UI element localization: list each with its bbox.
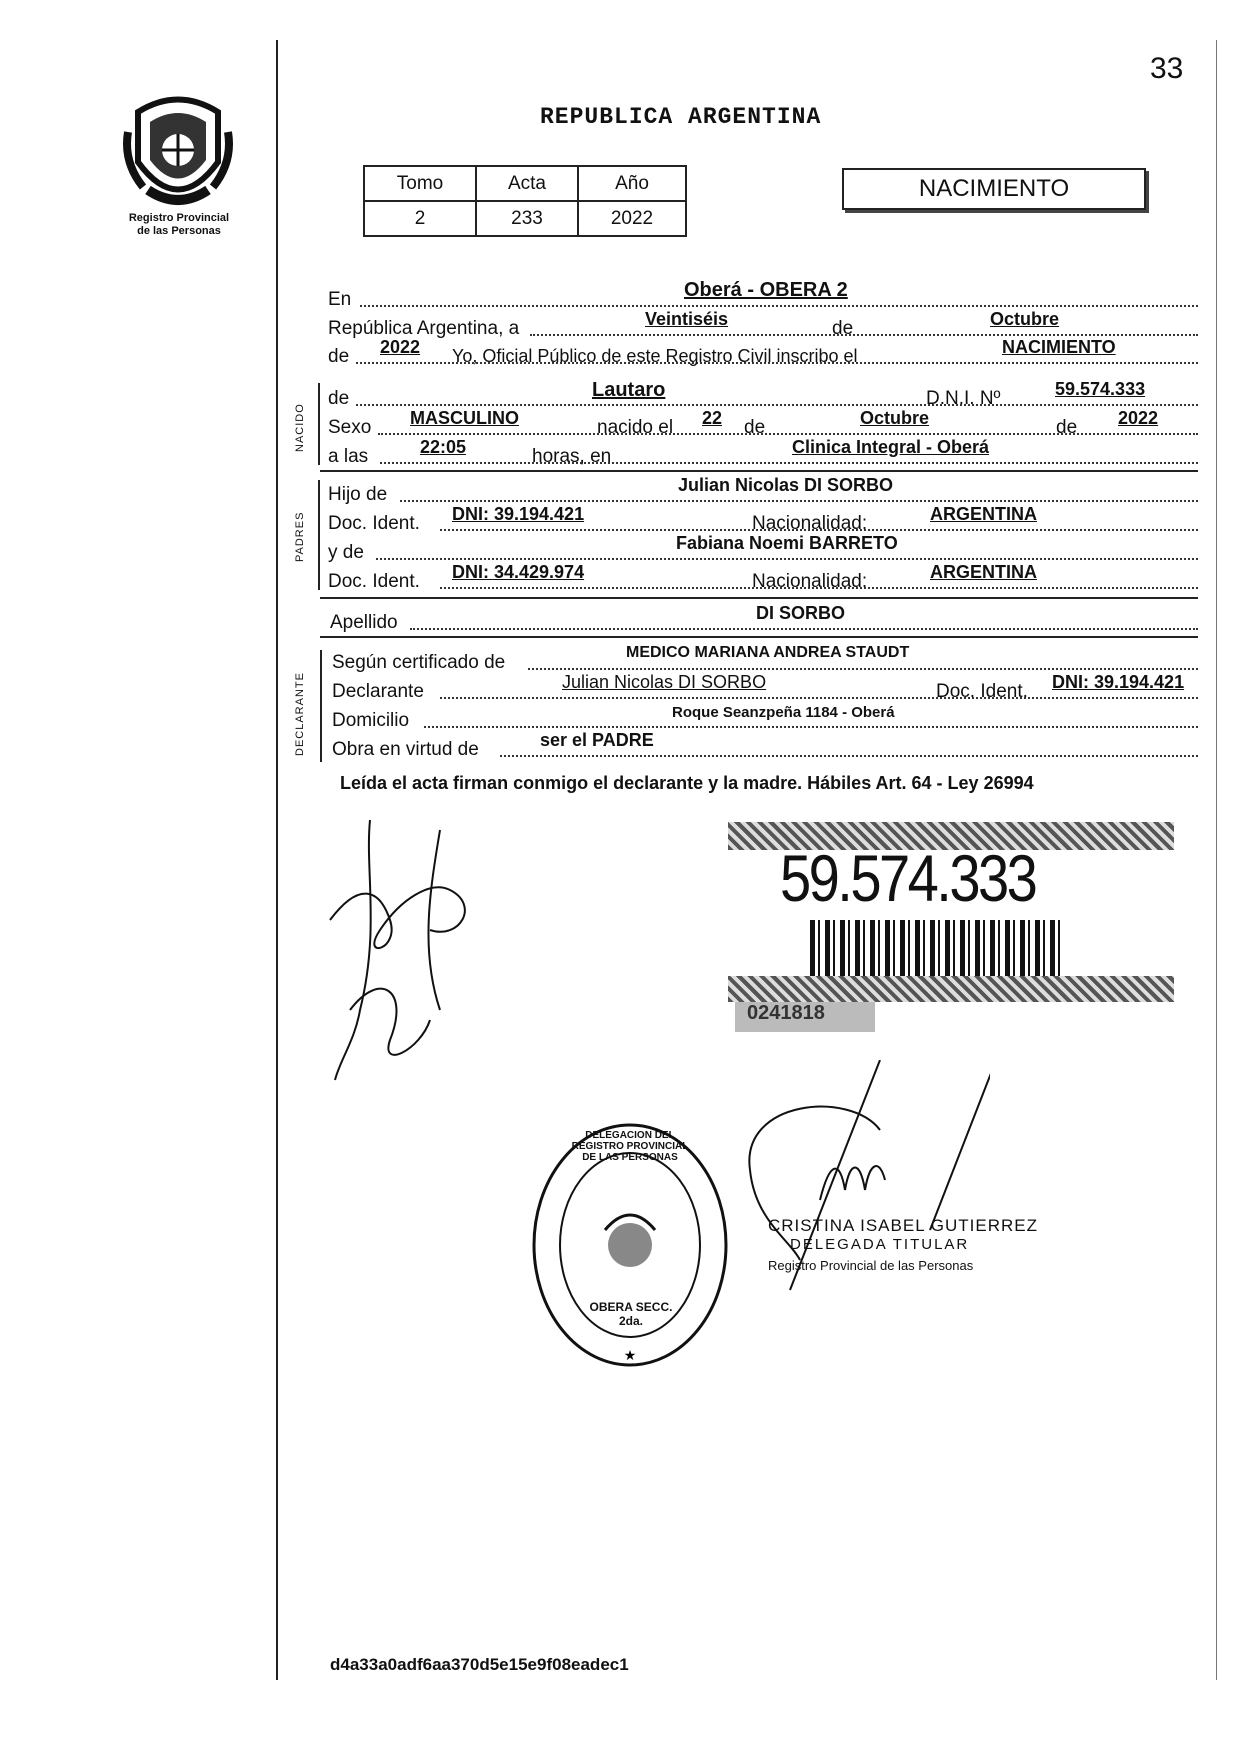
label-de: de <box>832 318 854 339</box>
label-de-mes: de <box>744 417 766 438</box>
value-dia-nac: 22 <box>702 408 723 428</box>
dni-label-pattern-bottom <box>728 976 1174 1002</box>
seal-bottom-text: OBERA SECC. 2da. <box>589 1300 673 1328</box>
dotted-line <box>500 755 1198 757</box>
logo-caption <box>104 212 254 238</box>
register-table <box>363 165 687 237</box>
dotted-line <box>410 628 1198 630</box>
label-yo-oficial: Yo, Oficial Público de este Registro Civil inscribo el <box>452 346 858 366</box>
value-anio-nac: 2022 <box>1118 408 1159 428</box>
label-de-anio: de <box>1056 417 1078 438</box>
document-hash: d4a33a0adf6aa370d5e15e9f08eadec1 <box>330 1655 629 1674</box>
value-declarante-doc: DNI: 39.194.421 <box>1052 672 1185 692</box>
section-divider <box>320 597 1198 599</box>
label-nacionalidad-padre: Nacionalidad: <box>752 513 868 534</box>
section-bracket <box>320 650 322 762</box>
value-declarante: Julian Nicolas DI SORBO <box>562 672 767 692</box>
shield-logo <box>118 92 238 212</box>
seal-ring-text: DELEGACION DEL REGISTRO PROVINCIAL DE LAS PERSONAS <box>571 1130 689 1163</box>
value-domicilio: Roque Seanzpeña 1184 - Oberá <box>672 704 895 721</box>
logo-caption-line2: de las Personas <box>137 225 221 237</box>
right-margin-rule <box>1216 40 1217 1680</box>
dotted-line <box>424 726 1198 728</box>
value-dia: Veintiséis <box>645 309 729 329</box>
label-apellido: Apellido <box>330 612 398 633</box>
dotted-line <box>528 668 1198 670</box>
stamp-office: Registro Provincial de las Personas <box>768 1258 974 1273</box>
value-certificado: MEDICO MARIANA ANDREA STAUDT <box>626 644 910 661</box>
stamp-name: CRISTINA ISABEL GUTIERREZ <box>768 1216 1038 1235</box>
label-horas-en: horas, en <box>532 446 612 467</box>
value-lugar-nac: Clinica Integral - Oberá <box>792 437 990 457</box>
value-lugar: Oberá - OBERA 2 <box>684 279 848 301</box>
register-value-anio: 2022 <box>578 201 686 236</box>
value-mes: Octubre <box>990 309 1060 329</box>
register-value-tomo: 2 <box>364 201 476 236</box>
value-madre-doc: DNI: 34.429.974 <box>452 562 585 582</box>
register-header-anio: Año <box>578 166 686 201</box>
value-apellido: DI SORBO <box>756 603 846 623</box>
value-sexo: MASCULINO <box>410 408 519 428</box>
value-padre-doc: DNI: 39.194.421 <box>452 504 585 524</box>
label-y-de: y de <box>328 542 364 563</box>
label-sexo: Sexo <box>328 417 372 438</box>
value-padre-nac: ARGENTINA <box>930 504 1037 524</box>
register-value-row <box>364 201 686 236</box>
value-anio: 2022 <box>380 337 421 357</box>
dni-label-number: 59.574.333 <box>780 841 1036 915</box>
value-acto: NACIMIENTO <box>1002 337 1116 357</box>
register-header-row <box>364 166 686 201</box>
section-bracket <box>318 383 320 465</box>
label-doc-ident-padre: Doc. Ident. <box>328 513 420 534</box>
value-nombre: Lautaro <box>592 379 666 401</box>
label-nacido-el: nacido el <box>597 417 674 438</box>
dotted-line <box>360 305 1198 307</box>
value-dni: 59.574.333 <box>1055 379 1146 399</box>
act-type-box: NACIMIENTO <box>842 168 1146 210</box>
label-hijo-de: Hijo de <box>328 484 388 505</box>
label-doc-ident-madre: Doc. Ident. <box>328 571 420 592</box>
dni-label-code: 0241818 <box>747 1002 825 1024</box>
value-madre: Fabiana Noemi BARRETO <box>676 533 898 553</box>
dotted-line <box>440 697 1198 699</box>
label-nacionalidad-madre: Nacionalidad: <box>752 571 868 592</box>
label-obra-en-virtud: Obra en virtud de <box>332 739 479 760</box>
dotted-line <box>530 334 1198 336</box>
dotted-line <box>356 404 1198 406</box>
label-dni: D.N.I. Nº <box>926 388 1001 409</box>
label-a-las: a las <box>328 446 369 467</box>
value-hora: 22:05 <box>420 437 467 457</box>
dotted-line <box>380 462 1198 464</box>
section-label-padres: PADRES <box>294 511 306 562</box>
logo-caption-line1: Registro Provincial <box>128 212 230 224</box>
page-number: 33 <box>1150 52 1184 85</box>
section-label-declarante: DECLARANTE <box>294 672 306 756</box>
official-seal <box>530 1120 730 1370</box>
left-margin-rule <box>276 40 278 1680</box>
section-divider <box>320 636 1198 638</box>
label-declarante: Declarante <box>332 681 424 702</box>
register-header-acta: Acta <box>476 166 578 201</box>
dotted-line <box>400 500 1198 502</box>
register-value-acta: 233 <box>476 201 578 236</box>
label-republica: República Argentina, a <box>328 318 520 339</box>
section-bracket <box>318 480 320 590</box>
section-divider <box>320 470 1198 472</box>
svg-text:★: ★ <box>623 1347 637 1363</box>
value-padre: Julian Nicolas DI SORBO <box>678 475 894 495</box>
label-de-yo: de <box>328 346 350 367</box>
label-doc-ident-declarante: Doc. Ident. <box>936 681 1028 702</box>
page-title: REPUBLICA ARGENTINA <box>540 104 822 130</box>
declarant-signature <box>320 810 500 1095</box>
label-segun-certificado: Según certificado de <box>332 652 506 673</box>
barcode <box>810 920 1060 976</box>
closing-note: Leída el acta firman conmigo el declarante y la madre. Hábiles Art. 64 - Ley 26994 <box>340 773 1034 793</box>
section-label-nacido: NACIDO <box>294 403 306 452</box>
dotted-line <box>376 558 1198 560</box>
label-domicilio: Domicilio <box>332 710 410 731</box>
stamp-role: DELEGADA TITULAR <box>790 1236 970 1253</box>
label-en: En <box>328 289 352 310</box>
value-virtud: ser el PADRE <box>540 730 654 750</box>
label-de-nombre: de <box>328 388 350 409</box>
value-mes-nac: Octubre <box>860 408 930 428</box>
dni-label-code-box <box>735 1002 875 1032</box>
value-madre-nac: ARGENTINA <box>930 562 1037 582</box>
register-header-tomo: Tomo <box>364 166 476 201</box>
